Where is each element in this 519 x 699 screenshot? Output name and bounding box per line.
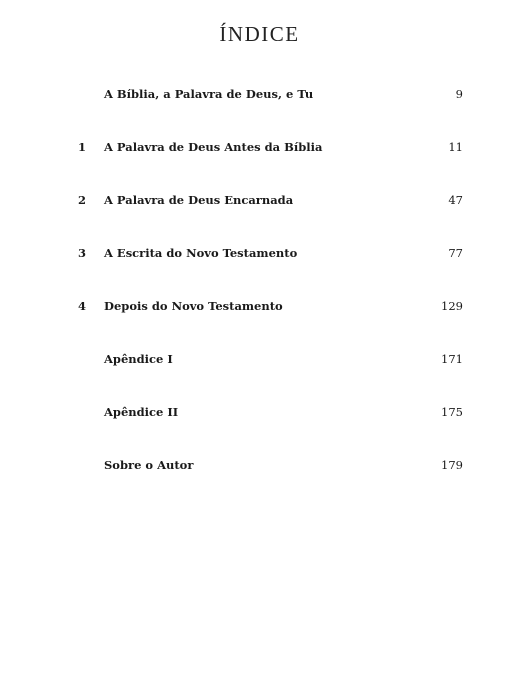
toc-entry-label: A Escrita do Novo Testamento bbox=[104, 246, 298, 260]
toc-entry-label: A Palavra de Deus Antes da Bíblia bbox=[104, 140, 323, 154]
toc-entry-number: 3 bbox=[78, 246, 87, 260]
toc-entry-page: 129 bbox=[441, 299, 463, 313]
toc-entry-label: Depois do Novo Testamento bbox=[104, 299, 283, 313]
toc-entry-introduction[interactable] bbox=[0, 80, 519, 133]
table-of-contents bbox=[0, 80, 519, 504]
toc-entry-label: A Bíblia, a Palavra de Deus, e Tu bbox=[104, 87, 314, 101]
toc-entry-page: 179 bbox=[441, 458, 463, 472]
toc-entry-page: 171 bbox=[441, 352, 463, 366]
toc-entry-label: A Palavra de Deus Encarnada bbox=[104, 193, 294, 207]
toc-entry-chapter-4[interactable] bbox=[0, 292, 519, 345]
toc-entry-page: 9 bbox=[455, 87, 463, 101]
toc-entry-appendix-1[interactable] bbox=[0, 345, 519, 398]
toc-entry-chapter-1[interactable] bbox=[0, 133, 519, 186]
toc-entry-label: Sobre o Autor bbox=[104, 458, 194, 472]
toc-entry-chapter-2[interactable] bbox=[0, 186, 519, 239]
page-title: ÍNDICE bbox=[219, 22, 300, 47]
toc-entry-chapter-3[interactable] bbox=[0, 239, 519, 292]
toc-entry-page: 47 bbox=[448, 193, 463, 207]
toc-entry-label: Apêndice I bbox=[104, 352, 173, 366]
toc-entry-appendix-2[interactable] bbox=[0, 398, 519, 451]
toc-entry-number: 1 bbox=[78, 140, 87, 154]
toc-entry-page: 175 bbox=[441, 405, 463, 419]
toc-entry-number: 2 bbox=[78, 193, 87, 207]
toc-entry-about-author[interactable] bbox=[0, 451, 519, 504]
toc-entry-page: 77 bbox=[448, 246, 463, 260]
toc-entry-number: 4 bbox=[78, 299, 87, 313]
toc-entry-label: Apêndice II bbox=[104, 405, 179, 419]
toc-entry-page: 11 bbox=[448, 140, 463, 154]
